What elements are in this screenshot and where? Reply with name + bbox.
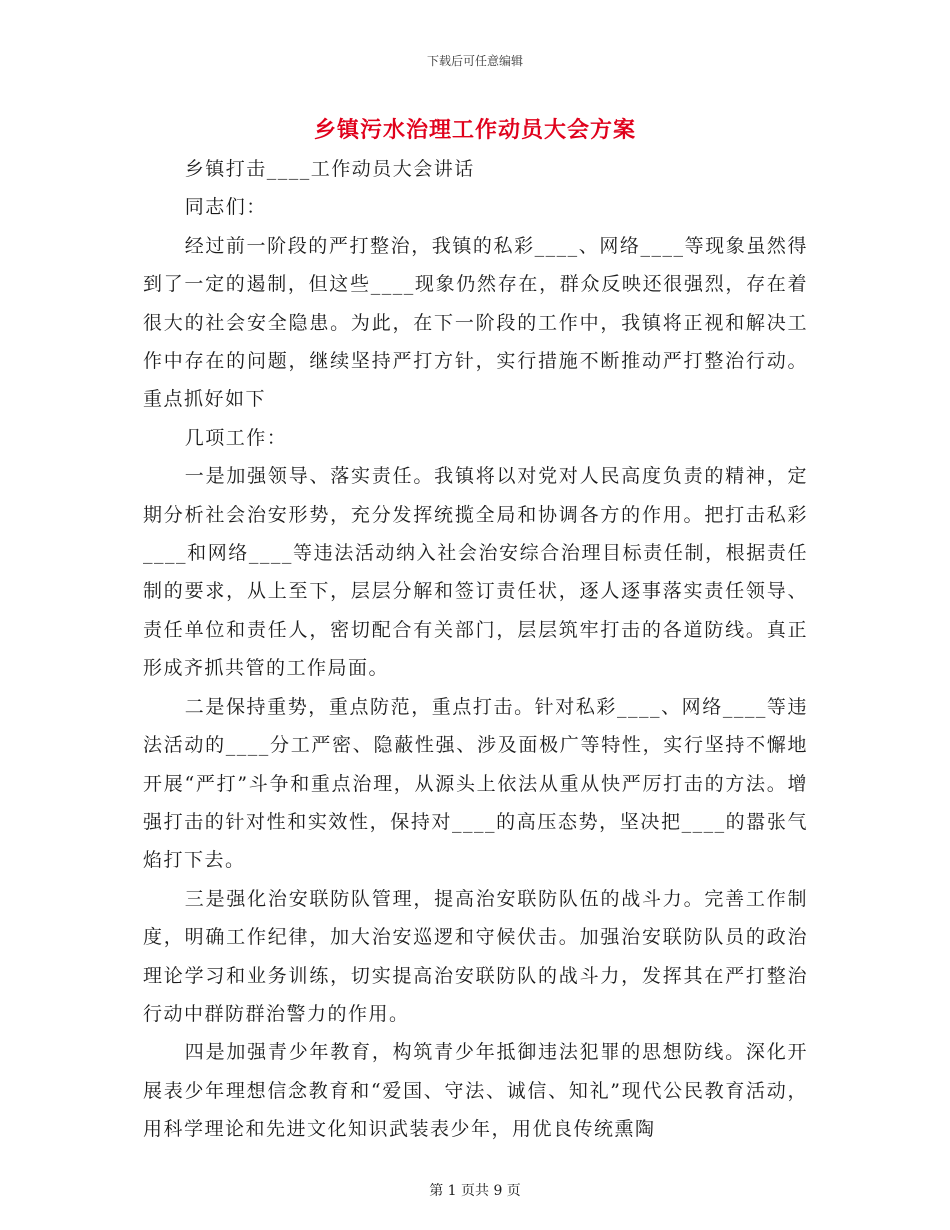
page-number-footer: 第 1 页共 9 页 [429,1183,521,1199]
speech-heading: 乡镇打击____工作动员大会讲话 [184,158,475,180]
page-header-note: 下载后可任意编辑 [426,54,523,68]
work-item-3-paragraph: 三是强化治安联防队管理，提高治安联防队伍的战斗力。完善工作制度，明确工作纪律，加大治安巡逻和守候伏击。加强治安联防队员的政治理论学习和业务训练，切实提高治安联防队的战斗力，发挥其在严打整治行动中群防群治警力的作用。 [143,887,808,1025]
document-title: 乡镇污水治理工作动员大会方案 [313,117,636,143]
salutation: 同志们： [184,196,267,219]
document-body [143,150,808,1149]
work-item-2-paragraph: 二是保持重势，重点防范，重点打击。针对私彩____、网络____等违法活动的____分工严密、隐蔽性强、涉及面极广等特性，实行坚持不懈地开展“严打”斗争和重点治理，从源头上依法从重从快严厉打击的方法。增强打击的针对性和实效性，保持对____的高压态势，坚决把____的嚣张气焰打下去。 [143,695,808,872]
work-items-lead: 几项工作： [184,426,288,449]
work-item-4-paragraph: 四是加强青少年教育，构筑青少年抵御违法犯罪的思想防线。深化开展表少年理想信念教育和“爱国、守法、诚信、知礼”现代公民教育活动，用科学理论和先进文化知识武装表少年，用优良传统熏陶 [143,1041,808,1141]
intro-paragraph: 经过前一阶段的严打整治，我镇的私彩____、网络____等现象虽然得到了一定的遏制，但这些____现象仍然存在，群众反映还很强烈，存在着很大的社会安全隐患。为此，在下一阶段的工作中，我镇将正视和解决工作中存在的问题，继续坚持严打方针，实行措施不断推动严打整治行动。重点抓好如下 [143,234,808,411]
work-item-1-paragraph: 一是加强领导、落实责任。我镇将以对党对人民高度负责的精神，定期分析社会治安形势，充分发挥统揽全局和协调各方的作用。把打击私彩____和网络____等违法活动纳入社会治安综合治理目标责任制，根据责任制的要求，从上至下，层层分解和签订责任状，逐人逐事落实责任领导、责任单位和责任人，密切配合有关部门，层层筑牢打击的各道防线。真正形成齐抓共管的工作局面。 [143,465,808,680]
